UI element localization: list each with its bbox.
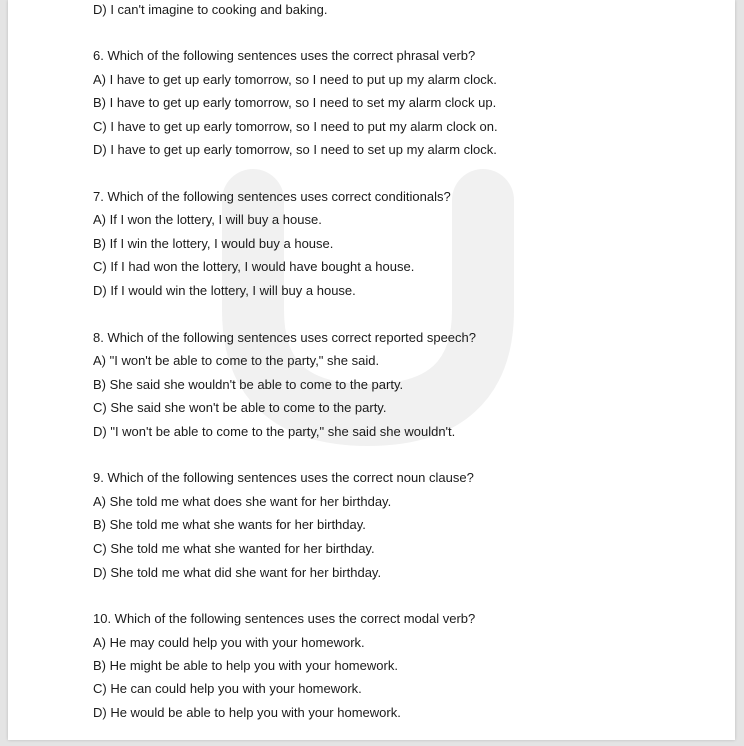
option-10-a: A) He may could help you with your homework. <box>93 635 365 650</box>
option-9-a: A) She told me what does she want for her birthday. <box>93 494 392 509</box>
option-5-d: D) I can't imagine to cooking and baking. <box>93 2 328 17</box>
option-7-c: C) If I had won the lottery, I would have bought a house. <box>93 259 415 274</box>
option-8-a: A) "I won't be able to come to the party," she said. <box>93 353 380 368</box>
option-10-d: D) He would be able to help you with your homework. <box>93 705 401 720</box>
option-6-d: D) I have to get up early tomorrow, so I need to set up my alarm clock. <box>93 142 497 157</box>
option-8-d: D) "I won't be able to come to the party," she said she wouldn't. <box>93 424 456 439</box>
option-9-c: C) She told me what she wanted for her birthday. <box>93 541 375 556</box>
question-10: 10. Which of the following sentences uses the correct modal verb? <box>93 611 476 626</box>
option-6-a: A) I have to get up early tomorrow, so I need to put up my alarm clock. <box>93 72 497 87</box>
option-6-c: C) I have to get up early tomorrow, so I need to put my alarm clock on. <box>93 119 498 134</box>
option-8-b: B) She said she wouldn't be able to come to the party. <box>93 377 404 392</box>
option-8-c: C) She said she won't be able to come to the party. <box>93 400 387 415</box>
option-9-d: D) She told me what did she want for her birthday. <box>93 565 382 580</box>
option-10-b: B) He might be able to help you with your homework. <box>93 658 398 673</box>
option-10-c: C) He can could help you with your homework. <box>93 681 362 696</box>
question-7: 7. Which of the following sentences uses correct conditionals? <box>93 189 451 204</box>
option-9-b: B) She told me what she wants for her birthday. <box>93 517 366 532</box>
option-7-b: B) If I win the lottery, I would buy a house. <box>93 236 334 251</box>
question-9: 9. Which of the following sentences uses the correct noun clause? <box>93 470 474 485</box>
question-6: 6. Which of the following sentences uses the correct phrasal verb? <box>93 48 476 63</box>
option-6-b: B) I have to get up early tomorrow, so I need to set my alarm clock up. <box>93 95 497 110</box>
option-7-a: A) If I won the lottery, I will buy a house. <box>93 212 322 227</box>
option-7-d: D) If I would win the lottery, I will buy a house. <box>93 283 356 298</box>
question-8: 8. Which of the following sentences uses correct reported speech? <box>93 330 476 345</box>
document-page <box>8 0 735 740</box>
